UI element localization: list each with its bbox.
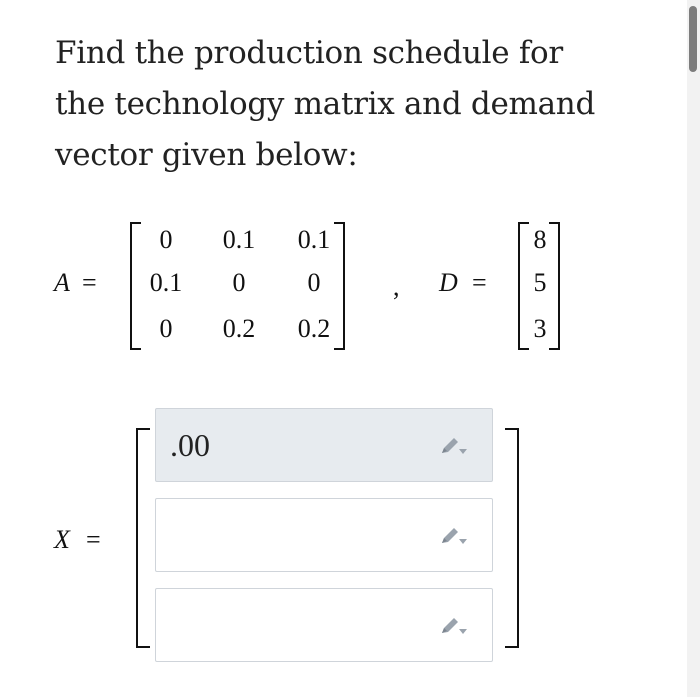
question-text: Find the production schedule for the technology matrix and demand vector given below: [55,35,595,173]
answer-field-x1[interactable] [155,408,493,482]
answer-input-x1[interactable] [170,427,430,463]
answer-field-x2[interactable] [155,498,493,572]
matrix-a-cell: 0 [159,314,173,343]
pencil-dropdown-icon[interactable] [439,525,469,549]
vector-d-label: D [439,268,458,297]
vector-x-left-bracket [136,428,150,648]
scrollbar-thumb[interactable] [689,6,697,72]
scrollbar[interactable] [687,0,700,697]
matrix-a-cell: 0 [307,268,321,297]
answer-field-x3[interactable] [155,588,493,662]
matrix-a-label: A [54,268,70,297]
matrix-a-equals: = [82,268,97,297]
matrix-a-cell: 0.2 [297,314,331,343]
vector-d-cell: 8 [533,225,547,254]
separator-comma: , [393,272,400,301]
vector-d-cell: 3 [533,314,547,343]
vector-x-equals: = [86,525,101,554]
pencil-dropdown-icon[interactable] [439,435,469,459]
answer-input-x3[interactable] [170,607,430,643]
vector-d-cell: 5 [533,268,547,297]
matrix-a-cell: 0 [159,225,173,254]
vector-x-right-bracket [505,428,519,648]
matrix-a-cell: 0.2 [222,314,256,343]
matrix-a-cell: 0 [232,268,246,297]
vector-x-label: X [54,525,70,554]
matrix-a-cell: 0.1 [297,225,331,254]
vector-d-equals: = [472,268,487,297]
matrix-a-cell: 0.1 [149,268,183,297]
answer-input-x2[interactable] [170,517,430,553]
pencil-dropdown-icon[interactable] [439,615,469,639]
matrix-a-cell: 0.1 [222,225,256,254]
